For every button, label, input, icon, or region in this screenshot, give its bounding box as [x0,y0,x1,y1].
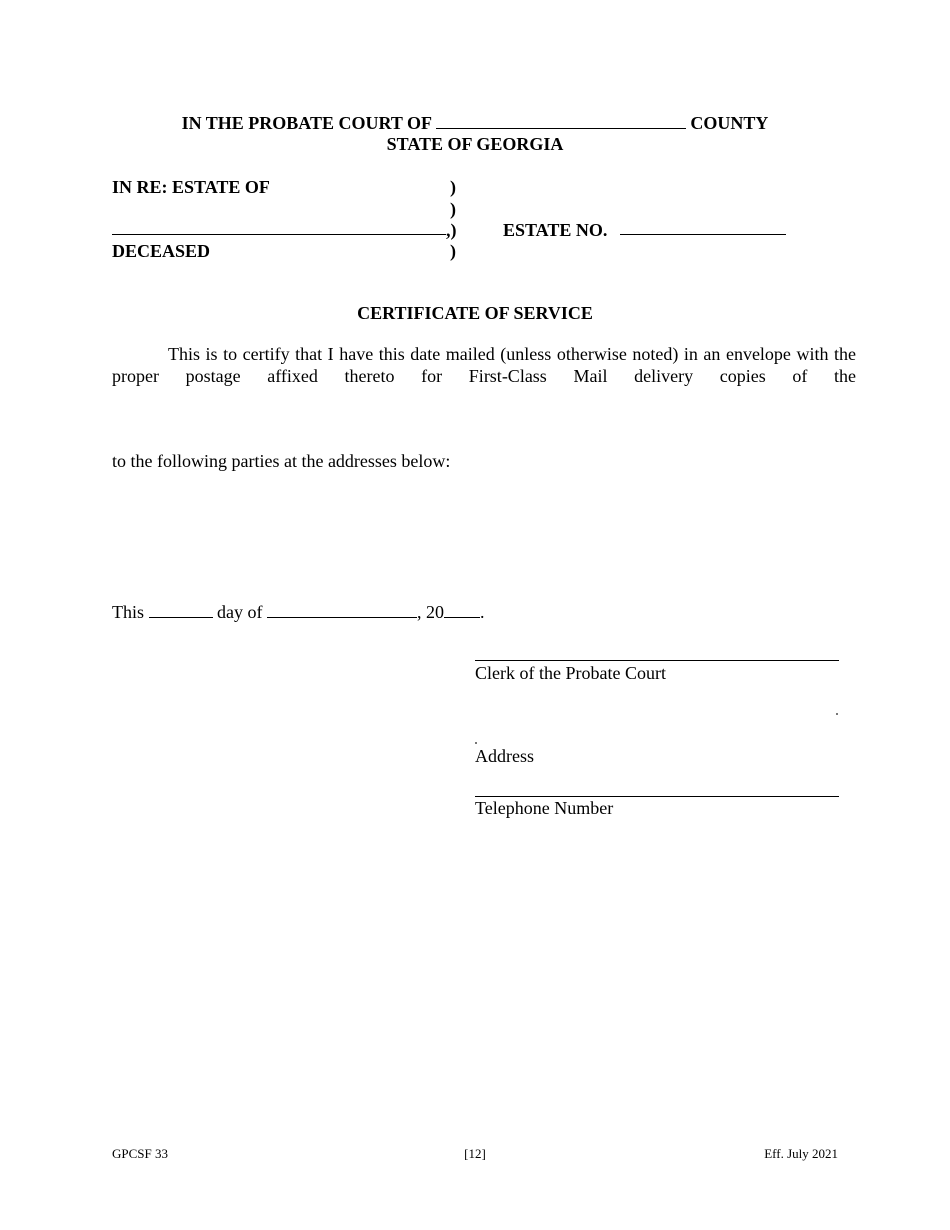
telephone-line[interactable] [475,796,839,797]
document-title: CERTIFICATE OF SERVICE [357,303,593,323]
caption-paren-2: ) [450,199,456,219]
date-line [112,602,485,623]
page-number: [12] [464,1146,486,1161]
clerk-signature-line[interactable] [475,660,839,661]
stray-mark [836,713,838,715]
date-day-of: day of [217,602,263,622]
estate-no-blank[interactable] [620,220,786,235]
month-blank[interactable] [267,603,417,618]
telephone-label: Telephone Number [475,798,614,818]
court-suffix: COUNTY [690,113,769,133]
date-this: This [112,602,145,622]
caption-paren-1: ) [450,177,456,197]
in-re-label: IN RE: ESTATE OF [112,177,270,197]
caption-paren-comma: ,) [446,220,457,240]
effective-date: Eff. July 2021 [764,1146,838,1161]
decedent-name-blank[interactable] [112,220,446,235]
state-heading: STATE OF GEORGIA [386,134,564,154]
county-blank[interactable] [436,114,686,129]
estate-no-label: ESTATE NO. [503,220,608,240]
date-comma-20: , 20 [417,602,444,622]
court-prefix: IN THE PROBATE COURT OF [181,113,432,133]
parties-line: to the following parties at the addresses below: [112,451,451,471]
certification-paragraph: This is to certify that I have this date mailed (unless otherwise noted) in an envelope with the proper postage affixed thereto for First-Class Mail delivery copies of the [112,344,856,386]
address-label: Address [475,746,534,766]
caption-paren-3: ) [450,241,456,261]
year-blank[interactable] [444,603,480,618]
day-blank[interactable] [149,603,213,618]
clerk-label: Clerk of the Probate Court [475,663,666,683]
stray-mark-2 [475,742,477,744]
date-period: . [480,602,485,622]
form-id: GPCSF 33 [112,1146,168,1161]
deceased-label: DECEASED [112,241,211,261]
court-header [0,113,950,134]
